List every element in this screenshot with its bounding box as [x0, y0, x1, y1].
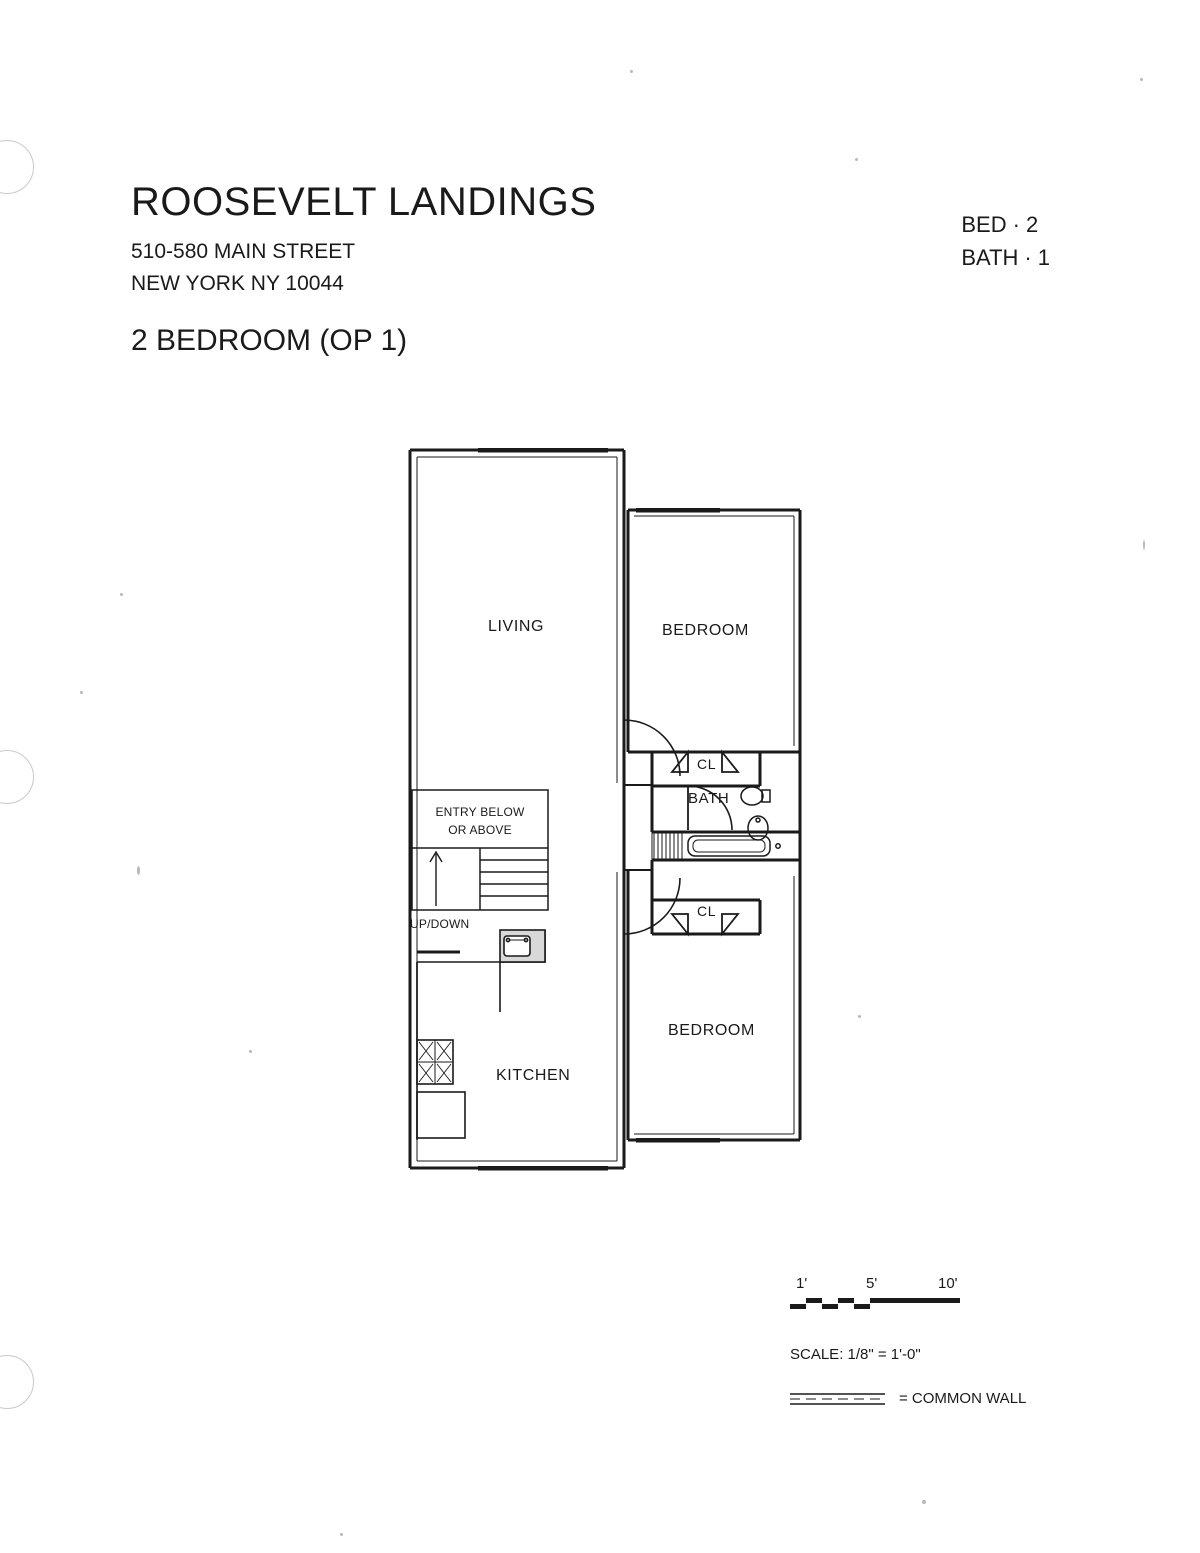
title-block — [131, 182, 596, 358]
scan-speck — [855, 158, 858, 161]
bath-separator: · — [1024, 245, 1032, 270]
scan-speck — [1140, 78, 1143, 81]
common-wall-swatch — [790, 1391, 885, 1407]
floor-plan-drawing — [400, 440, 830, 1180]
common-wall-label: = COMMON WALL — [899, 1390, 1027, 1407]
punch-hole — [0, 750, 34, 804]
bed-value: 2 — [1025, 212, 1039, 237]
scan-speck — [1143, 540, 1145, 550]
unit-type-heading: 2 BEDROOM (OP 1) — [131, 324, 408, 357]
bed-label: BED — [961, 212, 1007, 237]
punch-hole — [0, 1355, 34, 1409]
stair-note-line-1: ENTRY BELOW — [435, 805, 525, 819]
scale-caption: SCALE: 1/8" = 1'-0" — [790, 1346, 921, 1363]
scan-speck — [120, 593, 123, 596]
scale-tick-1: 1' — [796, 1275, 808, 1292]
address-line-2: NEW YORK NY 10044 — [131, 272, 344, 295]
stair-direction-label: UP/DOWN — [410, 917, 470, 931]
scan-speck — [922, 1500, 926, 1504]
scan-speck — [137, 866, 140, 875]
address-line-1: 510-580 MAIN STREET — [131, 240, 356, 263]
room-label-kitchen: KITCHEN — [496, 1067, 571, 1084]
bed-separator: · — [1012, 212, 1020, 237]
punch-hole — [0, 140, 34, 194]
room-label-closet-bottom: CL — [697, 903, 717, 919]
bed-spec — [961, 208, 1050, 241]
common-wall-legend — [790, 1390, 1026, 1407]
scan-speck — [858, 1015, 861, 1018]
page-title: ROOSEVELT LANDINGS — [131, 180, 597, 224]
scan-speck — [340, 1533, 343, 1536]
room-label-bedroom-top: BEDROOM — [662, 622, 749, 639]
scale-tick-10: 10' — [938, 1275, 958, 1292]
scan-speck — [630, 70, 633, 73]
common-wall-hatch — [652, 832, 682, 860]
room-label-bath: BATH — [688, 790, 730, 807]
scale-tick-5: 5' — [866, 1275, 878, 1292]
scale-legend — [790, 1275, 965, 1363]
scale-tick-labels — [790, 1275, 965, 1295]
kitchen-fixtures — [417, 930, 545, 1140]
unit-specs — [961, 208, 1050, 274]
bath-value: 1 — [1037, 245, 1050, 270]
room-label-living: LIVING — [488, 618, 545, 635]
room-label-closet-top: CL — [697, 756, 717, 772]
room-label-bedroom-bottom: BEDROOM — [668, 1022, 755, 1039]
bath-label: BATH — [961, 245, 1019, 270]
scan-speck — [249, 1050, 252, 1053]
scale-bar — [790, 1295, 965, 1311]
stair-note-line-2: OR ABOVE — [448, 823, 512, 837]
bath-spec — [961, 241, 1050, 274]
scan-speck — [80, 691, 83, 694]
